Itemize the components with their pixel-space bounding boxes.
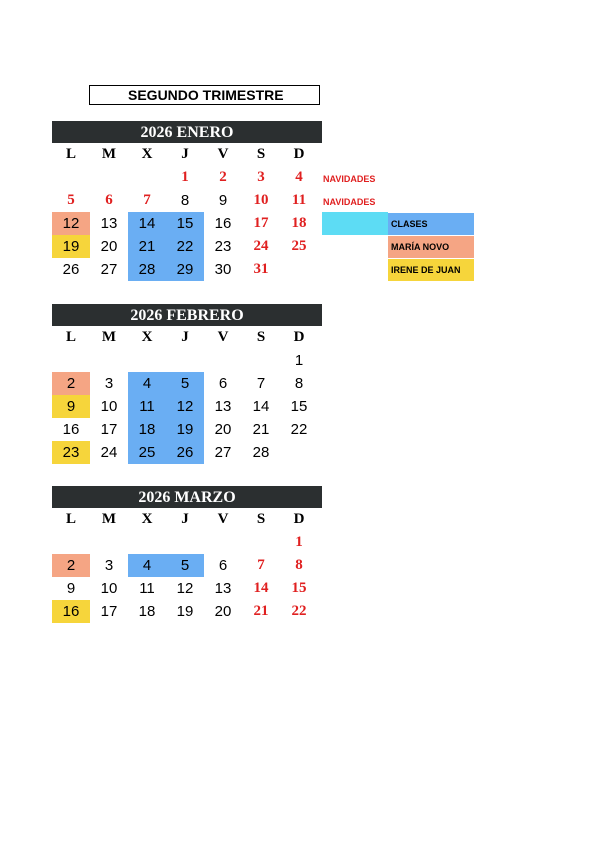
day-cell: 21 (128, 235, 166, 258)
day-cell: 19 (166, 418, 204, 441)
day-cell: 21 (253, 603, 269, 619)
weekday-header: L (65, 511, 76, 527)
day-cell: 6 (105, 192, 113, 208)
day-cell: 6 (218, 557, 228, 574)
day-cell: 22 (166, 235, 204, 258)
day-cell: 28 (252, 444, 270, 461)
day-cell: 4 (128, 372, 166, 395)
day-cell: 16 (214, 215, 232, 232)
weekday-header: J (181, 329, 189, 345)
weekday-header: V (217, 329, 229, 345)
day-cell: 30 (214, 261, 232, 278)
legend-navidades-2: NAVIDADES (323, 197, 376, 207)
day-cell: 15 (291, 580, 307, 596)
day-cell: 7 (256, 375, 266, 392)
day-cell: 1 (181, 169, 189, 185)
day-cell: 28 (128, 258, 166, 281)
day-cell: 20 (214, 421, 232, 438)
weekday-header: X (141, 329, 153, 345)
weekday-header: J (181, 146, 189, 162)
day-cell: 1 (295, 534, 303, 550)
day-cell: 3 (257, 169, 265, 185)
day-cell: 26 (62, 261, 80, 278)
day-cell: 14 (252, 398, 270, 415)
day-cell: 15 (290, 398, 308, 415)
legend-maria-novo: MARÍA NOVO (388, 236, 474, 258)
day-cell: 5 (166, 554, 204, 577)
day-cell: 23 (52, 441, 90, 464)
day-cell: 25 (291, 238, 307, 254)
weekday-header: L (65, 146, 76, 162)
day-cell: 22 (290, 421, 308, 438)
day-cell: 10 (100, 398, 118, 415)
day-cell: 25 (128, 441, 166, 464)
day-cell: 21 (252, 421, 270, 438)
day-cell: 10 (253, 192, 269, 208)
day-cell: 4 (295, 169, 303, 185)
day-cell: 1 (294, 352, 304, 369)
weekday-header: X (141, 511, 153, 527)
day-cell: 3 (104, 557, 114, 574)
weekday-header: M (101, 511, 117, 527)
day-cell: 13 (214, 398, 232, 415)
day-cell: 9 (52, 395, 90, 418)
weekday-header: S (256, 146, 266, 162)
weekday-header: J (181, 511, 189, 527)
legend-irene-de-juan: IRENE DE JUAN (388, 259, 474, 281)
month-title: 2026 ENERO (52, 121, 322, 143)
day-cell: 2 (52, 554, 90, 577)
day-cell: 13 (214, 580, 232, 597)
day-cell: 8 (294, 375, 304, 392)
day-cell: 18 (291, 215, 307, 231)
day-cell: 26 (166, 441, 204, 464)
day-cell: 11 (128, 395, 166, 418)
day-cell: 2 (219, 169, 227, 185)
day-cell: 9 (218, 192, 228, 209)
day-cell: 27 (214, 444, 232, 461)
weekday-header: V (217, 511, 229, 527)
weekday-header: M (101, 146, 117, 162)
weekday-header: V (217, 146, 229, 162)
day-cell: 17 (253, 215, 269, 231)
day-cell: 20 (214, 603, 232, 620)
day-cell: 15 (166, 212, 204, 235)
day-cell: 14 (253, 580, 269, 596)
day-cell: 24 (100, 444, 118, 461)
day-cell: 22 (291, 603, 307, 619)
day-cell: 8 (295, 557, 303, 573)
day-cell: 5 (166, 372, 204, 395)
day-cell: 9 (66, 580, 76, 597)
day-cell: 5 (67, 192, 75, 208)
weekday-header: S (256, 511, 266, 527)
month-title: 2026 MARZO (52, 486, 322, 508)
day-cell: 8 (180, 192, 190, 209)
day-cell: 19 (176, 603, 194, 620)
weekday-header: M (101, 329, 117, 345)
legend-clases: CLASES (388, 213, 474, 235)
legend-navidades-bar (322, 212, 388, 235)
day-cell: 10 (100, 580, 118, 597)
day-cell: 13 (100, 215, 118, 232)
day-cell: 17 (100, 421, 118, 438)
page-title: SEGUNDO TRIMESTRE (89, 85, 320, 105)
day-cell: 20 (100, 238, 118, 255)
weekday-header: S (256, 329, 266, 345)
day-cell: 29 (166, 258, 204, 281)
day-cell: 16 (52, 600, 90, 623)
weekday-header: L (65, 329, 76, 345)
day-cell: 7 (257, 557, 265, 573)
day-cell: 23 (214, 238, 232, 255)
day-cell: 19 (52, 235, 90, 258)
weekday-header: D (293, 146, 305, 162)
day-cell: 2 (52, 372, 90, 395)
day-cell: 18 (138, 603, 156, 620)
day-cell: 12 (52, 212, 90, 235)
day-cell: 31 (253, 261, 269, 277)
day-cell: 27 (100, 261, 118, 278)
day-cell: 6 (218, 375, 228, 392)
legend-navidades-1: NAVIDADES (323, 174, 376, 184)
day-cell: 14 (128, 212, 166, 235)
day-cell: 3 (104, 375, 114, 392)
day-cell: 12 (166, 395, 204, 418)
day-cell: 18 (128, 418, 166, 441)
month-title: 2026 FEBRERO (52, 304, 322, 326)
weekday-header: D (293, 511, 305, 527)
day-cell: 24 (253, 238, 269, 254)
day-cell: 11 (139, 580, 155, 597)
weekday-header: D (293, 329, 305, 345)
day-cell: 17 (100, 603, 118, 620)
day-cell: 7 (143, 192, 151, 208)
weekday-header: X (141, 146, 153, 162)
day-cell: 16 (62, 421, 80, 438)
day-cell: 11 (291, 192, 307, 208)
day-cell: 4 (128, 554, 166, 577)
day-cell: 12 (176, 580, 194, 597)
